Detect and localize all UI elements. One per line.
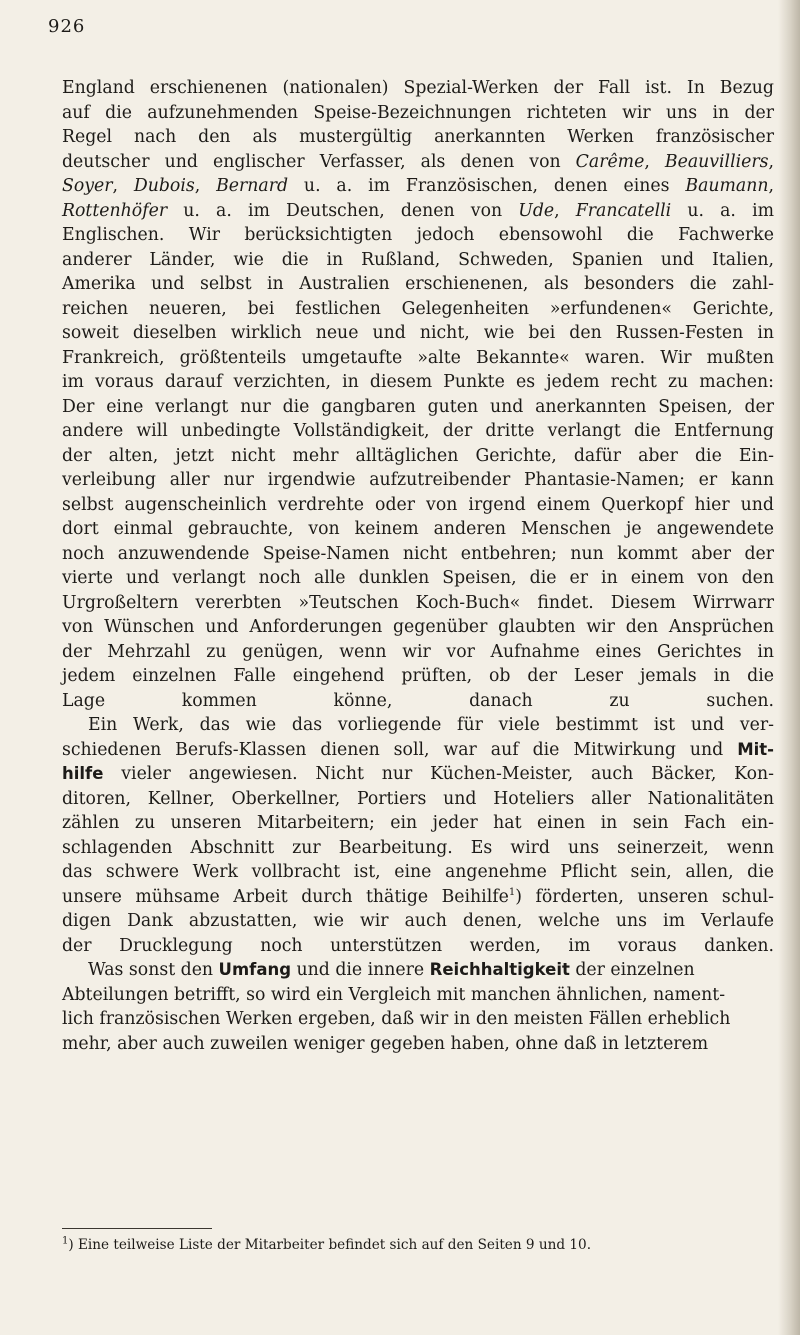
text-run: Urgroßeltern vererbten »Teutschen Koch-Buch« findet. Diesem Wirrwarr — [62, 592, 774, 613]
body-text — [62, 76, 774, 1056]
italic-name: Bernard — [216, 176, 289, 196]
text-run: reichen neueren, bei festlichen Gelegenheiten »erfundenen« Gerichte, — [62, 298, 774, 319]
text-line — [62, 664, 774, 689]
text-line — [62, 860, 774, 885]
text-run: zählen zu unseren Mitarbeitern; ein jeder hat einen in sein Fach ein- — [62, 813, 774, 833]
italic-name: Ude — [518, 200, 555, 221]
text-run: mehr, aber auch zuweilen weniger gegeben haben, ohne daß in letzterem — [62, 1033, 709, 1054]
text-run: andere will unbedingte Vollständigkeit, der dritte verlangt die Entfernung — [62, 421, 774, 441]
page-number: 926 — [48, 16, 86, 37]
text-run: Lage kommen könne, danach zu suchen. — [62, 690, 774, 711]
text-run: u. a. im Deutschen, denen von — [167, 200, 519, 221]
text-run: schlagenden Abschnitt zur Bearbeitung. Es wird uns seinerzeit, wenn — [62, 837, 774, 858]
text-run: der alten, jetzt nicht mehr alltäglichen Gerichte, dafür aber die Ein- — [62, 445, 774, 466]
text-run: anderer Länder, wie die in Rußland, Schweden, Spanien und Italien, — [62, 249, 774, 270]
text-line — [62, 934, 774, 959]
text-line — [62, 787, 774, 812]
text-line — [62, 346, 774, 371]
text-run: verleibung aller nur irgendwie aufzutreibender Phantasie-Namen; er kann — [62, 470, 774, 490]
text-run: deutscher und englischer Verfasser, als denen von — [62, 151, 576, 172]
footnote-rule — [62, 1228, 212, 1229]
italic-name: Francatelli — [575, 200, 672, 221]
text-line — [62, 150, 774, 175]
text-line — [62, 223, 774, 248]
text-line — [62, 836, 774, 861]
text-line — [62, 517, 774, 542]
text-run: der einzelnen — [569, 960, 695, 980]
text-run: , — [112, 176, 134, 196]
text-line — [62, 762, 774, 787]
text-line — [62, 493, 774, 518]
text-line — [62, 101, 774, 126]
text-line — [62, 321, 774, 346]
text-line — [62, 566, 774, 591]
page-edge-shadow — [778, 0, 800, 1335]
text-run: von Wünschen und Anforderungen gegenüber glaubten wir den Ansprüchen — [62, 617, 774, 637]
text-line — [62, 615, 774, 640]
text-run: , — [768, 176, 774, 196]
text-run: u. a. im — [671, 200, 774, 221]
text-line — [62, 444, 774, 469]
text-run: Abteilungen betrifft, so wird ein Vergleich mit manchen ähnlichen, nament- — [62, 984, 726, 1005]
text-line — [62, 689, 774, 714]
footnote-marker: 1 — [62, 1235, 69, 1247]
emphasis-term: Umfang — [218, 960, 292, 979]
text-run: der Mehrzahl zu genügen, wenn wir vor Aufnahme eines Gerichtes in — [62, 641, 774, 662]
paragraph — [62, 76, 774, 713]
italic-name: Soyer — [62, 176, 113, 196]
text-run: , — [194, 176, 217, 196]
text-run: ) förderten, unseren schul- — [515, 886, 775, 907]
text-line — [62, 248, 774, 273]
text-line — [62, 738, 774, 763]
emphasis-term: Mit- — [737, 739, 774, 759]
text-run: schiedenen Berufs-Klassen dienen soll, war auf die Mitwirkung und — [62, 739, 738, 760]
text-line — [62, 395, 774, 420]
text-run: Der eine verlangt nur die gangbaren guten und anerkannten Speisen, der — [62, 396, 774, 417]
text-run: soweit dieselben wirklich neue und nicht, wie bei den Russen-Festen in — [62, 323, 774, 343]
text-run: Regel nach den als mustergültig anerkannten Werken französischer — [62, 127, 774, 147]
text-line — [62, 297, 774, 322]
text-run: jedem einzelnen Falle eingehend prüften, ob der Leser jemals in die — [62, 666, 774, 686]
italic-name: Baumann — [685, 176, 769, 196]
italic-name: Carême — [575, 151, 645, 172]
text-line — [62, 370, 774, 395]
paragraph — [62, 713, 774, 958]
footnote — [62, 1236, 774, 1254]
italic-name: Dubois — [133, 176, 195, 196]
text-run: vieler angewiesen. Nicht nur Küchen-Meister, auch Bäcker, Kon- — [103, 764, 774, 784]
text-line — [62, 76, 774, 101]
text-line — [62, 542, 774, 567]
text-line — [62, 125, 774, 150]
text-line — [62, 591, 774, 616]
text-line — [62, 1032, 774, 1057]
text-line — [62, 174, 774, 199]
text-run: das schwere Werk vollbracht ist, eine angenehme Pflicht sein, allen, die — [62, 862, 774, 882]
text-run: lich französischen Werken ergeben, daß wir in den meisten Fällen erheblich — [62, 1009, 731, 1029]
text-line — [62, 1007, 774, 1032]
text-run: Ein Werk, das wie das vorliegende für viele bestimmt ist und ver- — [88, 715, 774, 735]
emphasis-term: Reichhaltigkeit — [429, 960, 570, 979]
text-line — [62, 958, 774, 983]
text-run: u. a. im Französischen, denen eines — [288, 176, 686, 196]
text-line — [62, 468, 774, 493]
text-run: auf die aufzunehmenden Speise-Bezeichnungen richteten wir uns in der — [62, 102, 774, 123]
text-line — [62, 909, 774, 934]
text-run: der Drucklegung noch unterstützen werden, im voraus danken. — [62, 935, 774, 956]
text-run: unsere mühsame Arbeit durch thätige Beihilfe — [62, 886, 509, 907]
text-run: im voraus darauf verzichten, in diesem Punkte es jedem recht zu machen: — [62, 372, 774, 392]
text-line — [62, 811, 774, 836]
text-line — [62, 713, 774, 738]
italic-name: Rottenhöfer — [62, 200, 168, 221]
footnote-text: ) Eine teilweise Liste der Mitarbeiter befindet sich auf den Seiten 9 und 10. — [68, 1237, 592, 1253]
footnote-reference: 1 — [508, 886, 516, 898]
text-line — [62, 272, 774, 297]
text-line — [62, 419, 774, 444]
italic-name: Beauvilliers — [664, 151, 769, 172]
text-line — [62, 885, 774, 910]
text-run: Was sonst den — [88, 960, 219, 980]
text-run: dort einmal gebrauchte, von keinem anderen Menschen je angewendete — [62, 519, 774, 539]
text-run: Amerika und selbst in Australien erschienenen, als besonders die zahl- — [62, 274, 774, 294]
text-run: Frankreich, größtenteils umgetaufte »alte Bekannte« waren. Wir mußten — [62, 347, 774, 368]
text-line — [62, 983, 774, 1008]
emphasis-term: hilfe — [62, 764, 104, 783]
text-run: noch anzuwendende Speise-Namen nicht entbehren; nun kommt aber der — [62, 543, 774, 564]
paragraph — [62, 958, 774, 1056]
text-run: Englischen. Wir berücksichtigten jedoch ebensowohl die Fachwerke — [62, 225, 774, 245]
text-line — [62, 640, 774, 665]
text-run: ditoren, Kellner, Oberkellner, Portiers und Hoteliers aller Nationalitäten — [62, 788, 774, 809]
text-run: und die innere — [291, 960, 430, 980]
text-run: England erschienenen (nationalen) Spezial-Werken der Fall ist. In Bezug — [62, 78, 774, 98]
text-run: selbst augenscheinlich verdrehte oder von irgend einem Querkopf hier und — [62, 494, 774, 515]
text-run: , — [554, 200, 576, 221]
text-run: digen Dank abzustatten, wie wir auch denen, welche uns im Verlaufe — [62, 911, 774, 931]
text-line — [62, 199, 774, 224]
text-run: vierte und verlangt noch alle dunklen Speisen, die er in einem von den — [62, 568, 774, 588]
text-run: , — [644, 151, 665, 172]
text-run: , — [768, 151, 774, 172]
